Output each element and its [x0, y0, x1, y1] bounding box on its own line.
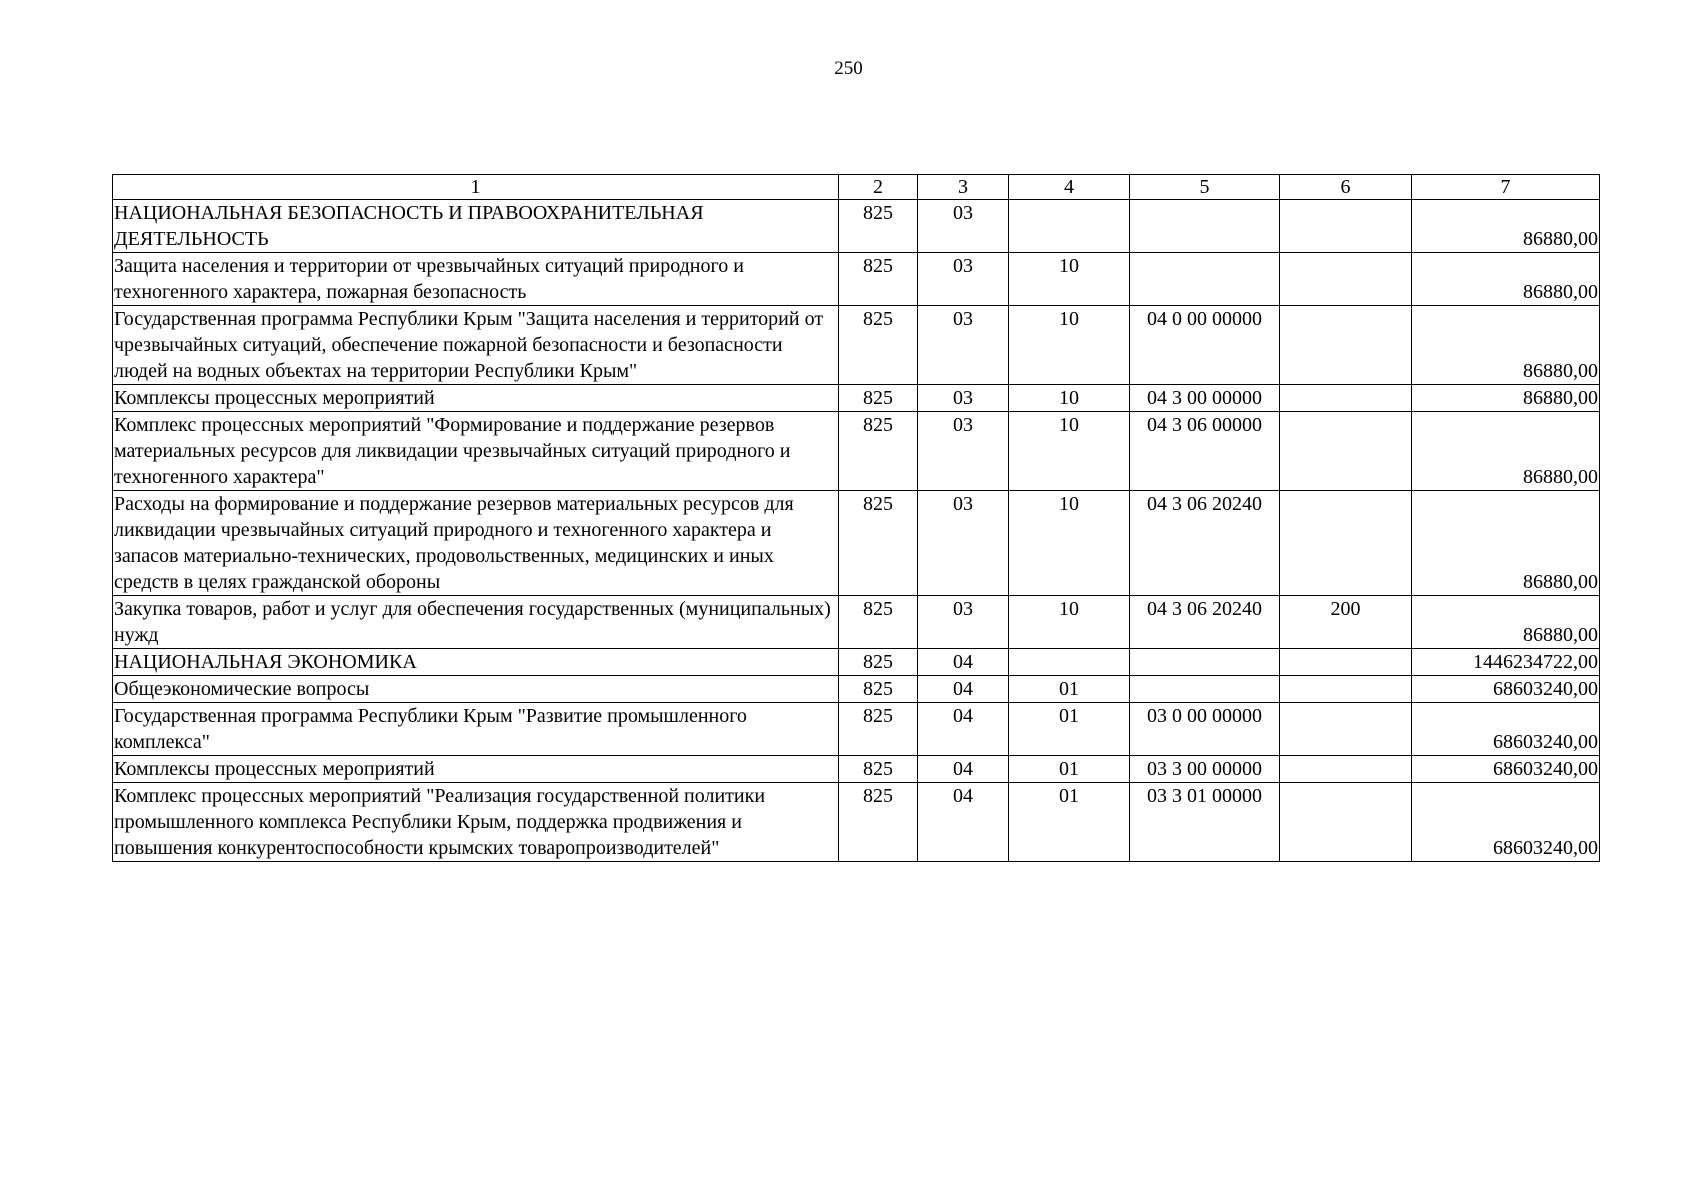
- row-amount-cell: 68603240,00: [1412, 756, 1600, 783]
- row-subsection-cell: [1009, 200, 1130, 253]
- row-section-cell: 03: [918, 596, 1009, 649]
- row-grbs-cell: 825: [839, 491, 918, 596]
- table-row: [113, 306, 1600, 385]
- row-target-article-cell: 03 0 00 00000: [1130, 703, 1280, 756]
- row-section-cell: 03: [918, 200, 1009, 253]
- row-subsection-cell: [1009, 649, 1130, 676]
- row-target-article-cell: [1130, 649, 1280, 676]
- page-number: 250: [834, 58, 863, 79]
- row-name-cell: Общеэкономические вопросы: [113, 676, 839, 703]
- row-name-cell: Государственная программа Республики Крым "Развитие промышленного комплекса": [113, 703, 839, 756]
- row-amount-cell: 86880,00: [1412, 253, 1600, 306]
- column-header: 1: [113, 175, 839, 200]
- row-grbs-cell: 825: [839, 253, 918, 306]
- row-name-cell: Комплексы процессных мероприятий: [113, 756, 839, 783]
- row-subsection-cell: 01: [1009, 676, 1130, 703]
- row-target-article-cell: [1130, 676, 1280, 703]
- table-body: [113, 200, 1600, 862]
- row-section-cell: 03: [918, 491, 1009, 596]
- column-header: 4: [1009, 175, 1130, 200]
- row-target-article-cell: 04 3 06 20240: [1130, 596, 1280, 649]
- row-target-article-cell: 04 3 06 20240: [1130, 491, 1280, 596]
- row-grbs-cell: 825: [839, 756, 918, 783]
- row-amount-cell: 86880,00: [1412, 306, 1600, 385]
- row-grbs-cell: 825: [839, 783, 918, 862]
- row-name-cell: НАЦИОНАЛЬНАЯ БЕЗОПАСНОСТЬ И ПРАВООХРАНИТЕЛЬНАЯ ДЕЯТЕЛЬНОСТЬ: [113, 200, 839, 253]
- row-subsection-cell: 01: [1009, 783, 1130, 862]
- row-target-article-cell: 03 3 01 00000: [1130, 783, 1280, 862]
- row-subsection-cell: 10: [1009, 596, 1130, 649]
- row-expense-type-cell: [1280, 385, 1412, 412]
- row-amount-cell: 68603240,00: [1412, 676, 1600, 703]
- table-header-row: [113, 175, 1600, 200]
- row-grbs-cell: 825: [839, 596, 918, 649]
- row-expense-type-cell: 200: [1280, 596, 1412, 649]
- table-row: [113, 756, 1600, 783]
- row-expense-type-cell: [1280, 703, 1412, 756]
- row-name-cell: Комплекс процессных мероприятий "Реализация государственной политики промышленного комплекса Республики Крым, поддержка продвижения и повышения конкурентоспособности крымских товаропроизводителей": [113, 783, 839, 862]
- row-expense-type-cell: [1280, 756, 1412, 783]
- row-subsection-cell: 01: [1009, 756, 1130, 783]
- table-row: [113, 596, 1600, 649]
- column-header: 6: [1280, 175, 1412, 200]
- row-grbs-cell: 825: [839, 306, 918, 385]
- row-subsection-cell: 10: [1009, 306, 1130, 385]
- table-row: [113, 385, 1600, 412]
- row-subsection-cell: 10: [1009, 253, 1130, 306]
- row-expense-type-cell: [1280, 783, 1412, 862]
- table-row: [113, 783, 1600, 862]
- row-target-article-cell: [1130, 253, 1280, 306]
- row-subsection-cell: 10: [1009, 491, 1130, 596]
- row-subsection-cell: 10: [1009, 412, 1130, 491]
- row-name-cell: Защита населения и территории от чрезвычайных ситуаций природного и техногенного характера, пожарная безопасность: [113, 253, 839, 306]
- column-header: 3: [918, 175, 1009, 200]
- row-name-cell: Расходы на формирование и поддержание резервов материальных ресурсов для ликвидации чрезвычайных ситуаций природного и техногенного характера и запасов материально-технических, продовольственных, медицинских и иных средств в целях гражданской обороны: [113, 491, 839, 596]
- row-grbs-cell: 825: [839, 676, 918, 703]
- row-grbs-cell: 825: [839, 412, 918, 491]
- row-section-cell: 03: [918, 306, 1009, 385]
- table-row: [113, 649, 1600, 676]
- row-expense-type-cell: [1280, 676, 1412, 703]
- row-grbs-cell: 825: [839, 649, 918, 676]
- row-section-cell: 04: [918, 783, 1009, 862]
- table-row: [113, 491, 1600, 596]
- budget-table: [112, 174, 1600, 862]
- row-name-cell: Комплексы процессных мероприятий: [113, 385, 839, 412]
- row-amount-cell: 86880,00: [1412, 491, 1600, 596]
- row-name-cell: Закупка товаров, работ и услуг для обеспечения государственных (муниципальных) нужд: [113, 596, 839, 649]
- row-section-cell: 03: [918, 412, 1009, 491]
- row-amount-cell: 86880,00: [1412, 385, 1600, 412]
- table-row: [113, 412, 1600, 491]
- row-grbs-cell: 825: [839, 703, 918, 756]
- row-amount-cell: 86880,00: [1412, 412, 1600, 491]
- row-amount-cell: 68603240,00: [1412, 703, 1600, 756]
- row-section-cell: 04: [918, 649, 1009, 676]
- row-subsection-cell: 10: [1009, 385, 1130, 412]
- table-row: [113, 703, 1600, 756]
- row-target-article-cell: 04 3 00 00000: [1130, 385, 1280, 412]
- row-amount-cell: 1446234722,00: [1412, 649, 1600, 676]
- row-grbs-cell: 825: [839, 200, 918, 253]
- row-target-article-cell: [1130, 200, 1280, 253]
- row-expense-type-cell: [1280, 253, 1412, 306]
- row-target-article-cell: 03 3 00 00000: [1130, 756, 1280, 783]
- column-header: 5: [1130, 175, 1280, 200]
- row-expense-type-cell: [1280, 200, 1412, 253]
- row-section-cell: 04: [918, 676, 1009, 703]
- column-header: 7: [1412, 175, 1600, 200]
- table-row: [113, 200, 1600, 253]
- row-target-article-cell: 04 0 00 00000: [1130, 306, 1280, 385]
- row-target-article-cell: 04 3 06 00000: [1130, 412, 1280, 491]
- row-name-cell: Комплекс процессных мероприятий "Формирование и поддержание резервов материальных ресурсов для ликвидации чрезвычайных ситуаций природного и техногенного характера": [113, 412, 839, 491]
- row-expense-type-cell: [1280, 306, 1412, 385]
- column-header: 2: [839, 175, 918, 200]
- row-grbs-cell: 825: [839, 385, 918, 412]
- row-name-cell: Государственная программа Республики Крым "Защита населения и территорий от чрезвычайных ситуаций, обеспечение пожарной безопасности и безопасности людей на водных объектах на территории Республики Крым": [113, 306, 839, 385]
- row-amount-cell: 86880,00: [1412, 596, 1600, 649]
- row-name-cell: НАЦИОНАЛЬНАЯ ЭКОНОМИКА: [113, 649, 839, 676]
- row-expense-type-cell: [1280, 491, 1412, 596]
- row-expense-type-cell: [1280, 412, 1412, 491]
- row-subsection-cell: 01: [1009, 703, 1130, 756]
- table-row: [113, 676, 1600, 703]
- row-section-cell: 03: [918, 253, 1009, 306]
- row-section-cell: 04: [918, 703, 1009, 756]
- row-section-cell: 03: [918, 385, 1009, 412]
- row-amount-cell: 68603240,00: [1412, 783, 1600, 862]
- row-amount-cell: 86880,00: [1412, 200, 1600, 253]
- row-section-cell: 04: [918, 756, 1009, 783]
- row-expense-type-cell: [1280, 649, 1412, 676]
- table-row: [113, 253, 1600, 306]
